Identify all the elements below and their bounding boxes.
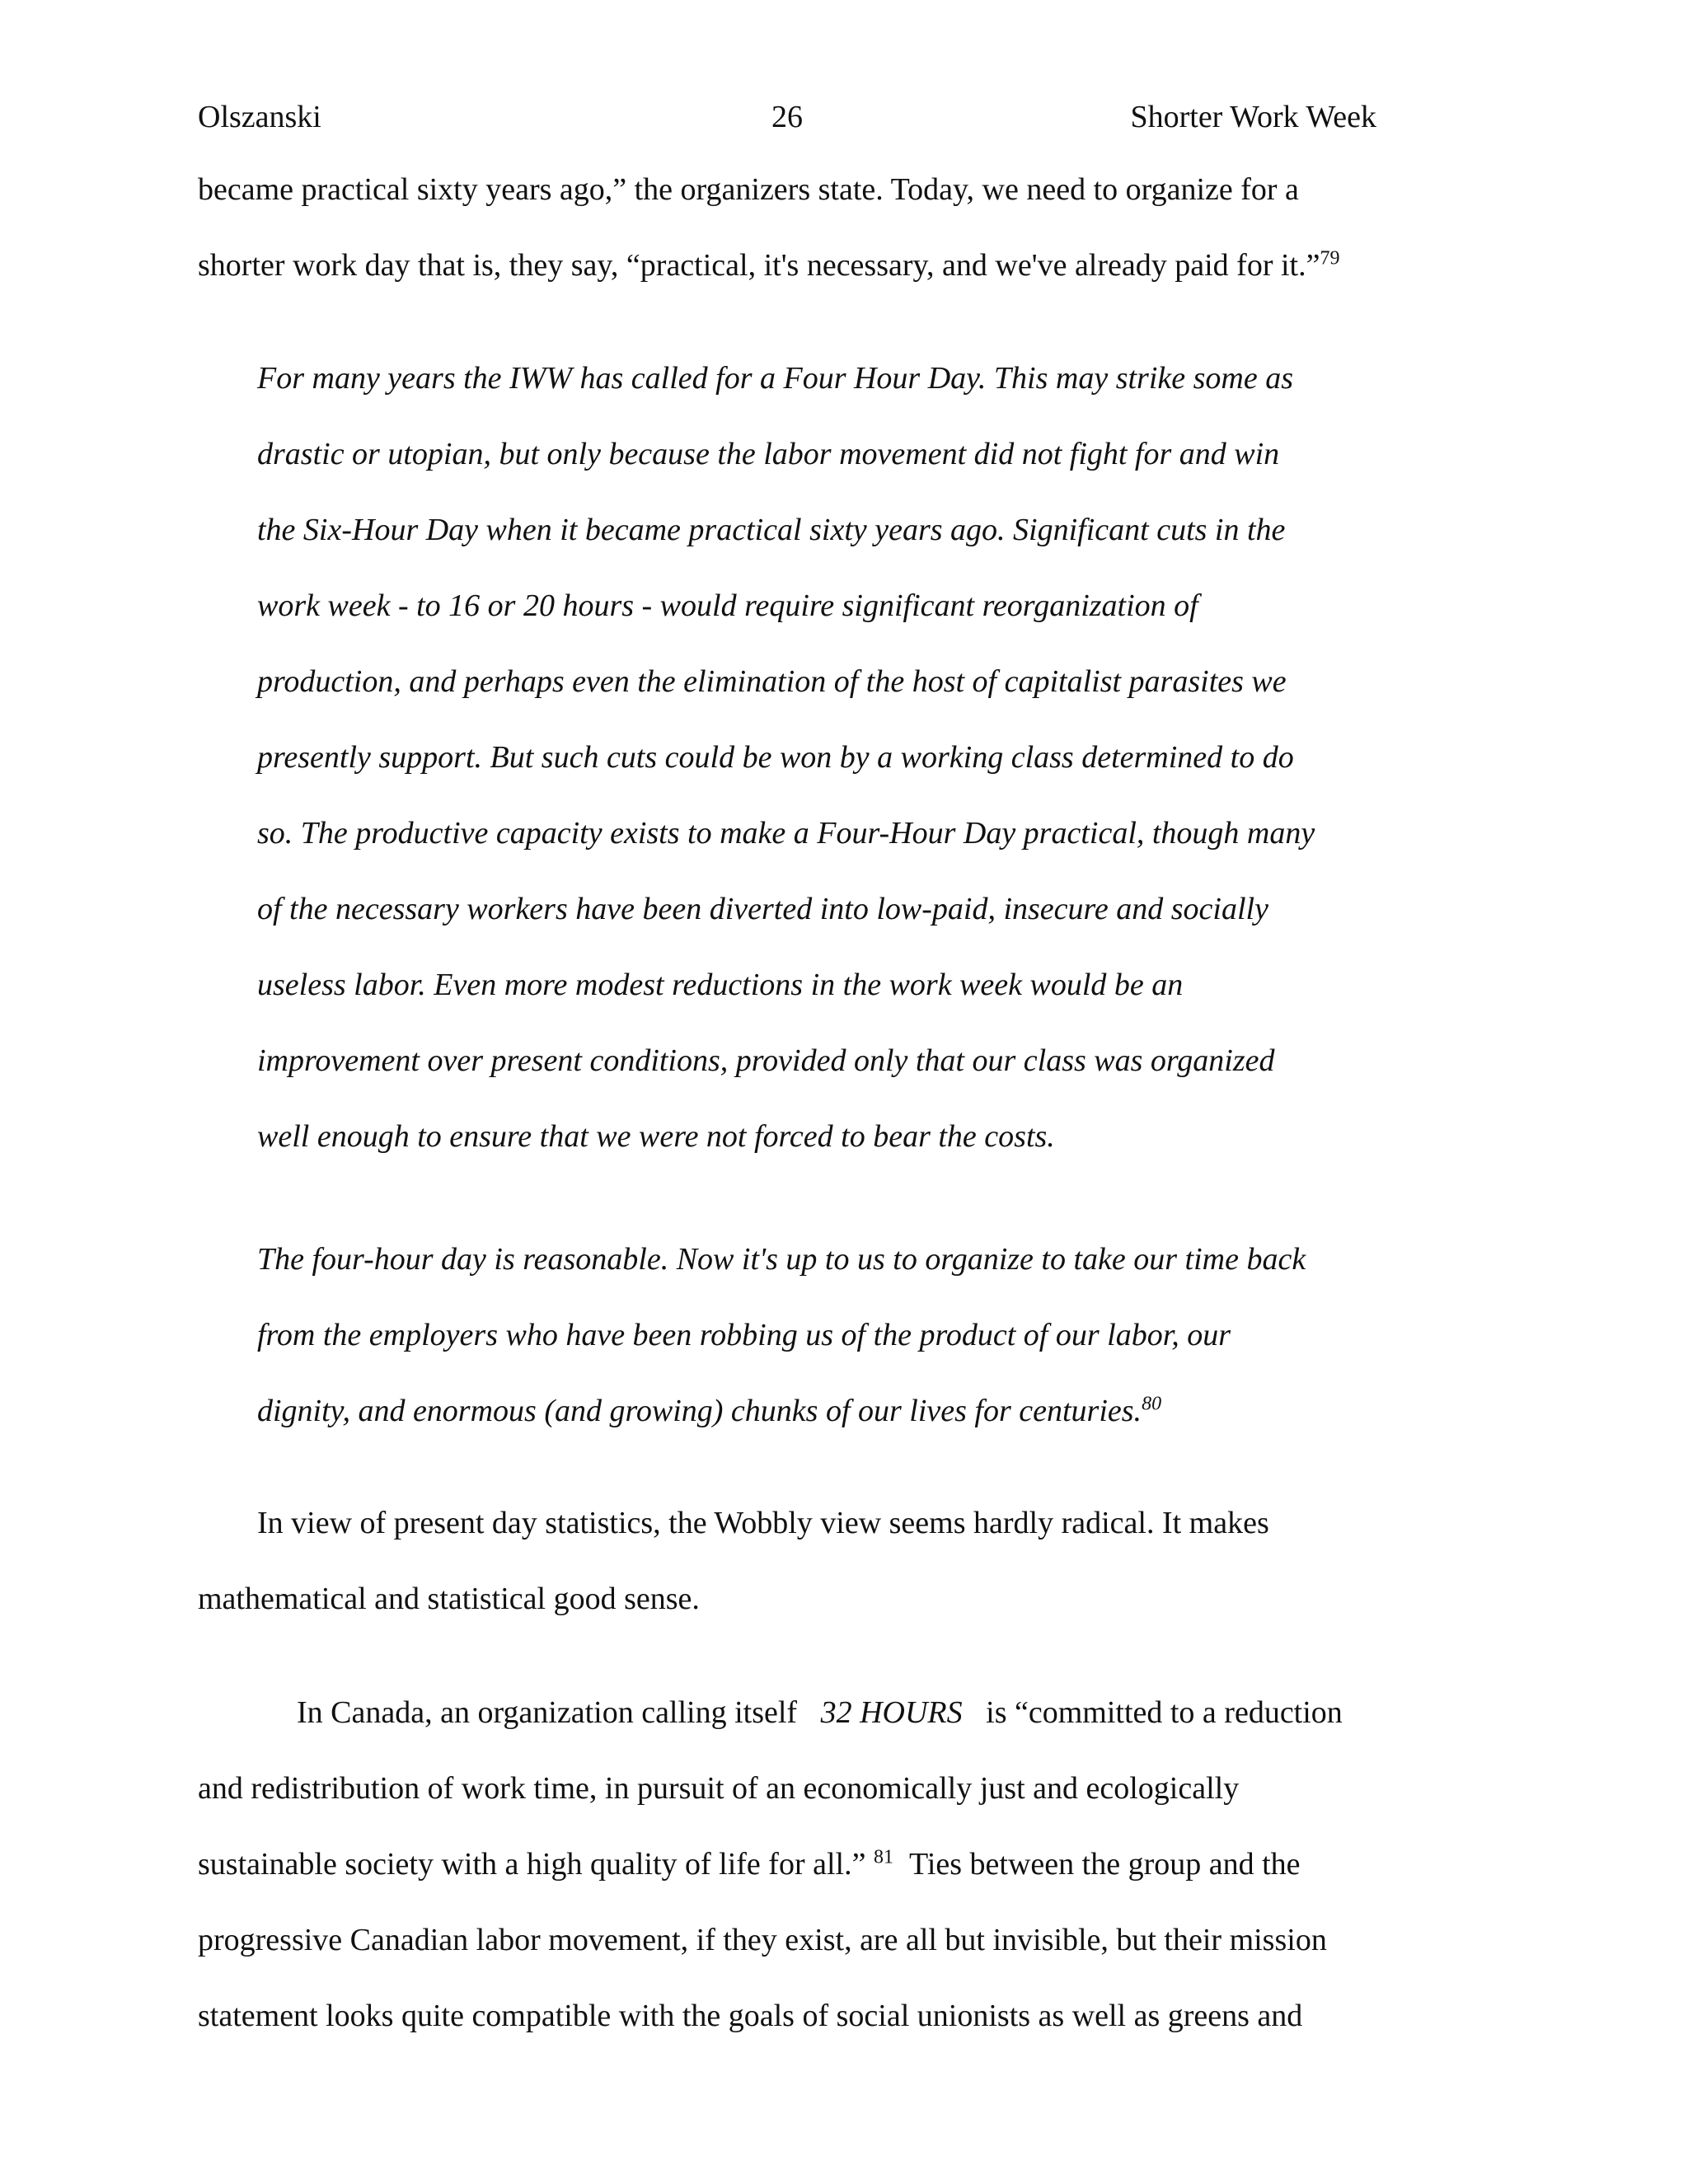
quote-p2-line: The four-hour day is reasonable. Now it's up to us to organize to take our time back xyxy=(257,1242,1306,1277)
footnote-ref-80: 80 xyxy=(1142,1393,1162,1415)
quote-p1-line: work week - to 16 or 20 hours - would require significant reorganization of xyxy=(257,588,1198,623)
quote-p1-line: well enough to ensure that we were not forced to bear the costs. xyxy=(257,1119,1055,1154)
quote-p1-line: of the necessary workers have been diverted into low-paid, insecure and socially xyxy=(257,892,1268,926)
page-header xyxy=(198,92,1376,142)
wobbly-line-1: In view of present day statistics, the Wobbly view seems hardly radical. It makes xyxy=(257,1506,1269,1540)
quote-p2-line-3: dignity, and enormous (and growing) chunks of our lives for centuries.$^{80}$ xyxy=(257,1393,1162,1428)
canada-line-3: sustainable society with a high quality of life for all.” $^{81}$ Ties between the group and the xyxy=(198,1846,1301,1882)
header-author: Olszanski xyxy=(198,100,321,134)
header-short-title: Shorter Work Week xyxy=(1130,100,1376,134)
quote-p1-line: presently support. But such cuts could be won by a working class determined to do xyxy=(257,740,1294,775)
canada-line-1: In Canada, an organization calling itself 32 HOURS is “committed to a reduction xyxy=(297,1695,1343,1730)
footnote-ref-81: 81 xyxy=(873,1846,893,1868)
quote-p1-line: improvement over present conditions, provided only that our class was organized xyxy=(257,1043,1275,1078)
footnote-ref-79: 79 xyxy=(1320,247,1340,269)
quote-p1-line: For many years the IWW has called for a Four Hour Day. This may strike some as xyxy=(257,361,1294,396)
header-page-number: 26 xyxy=(771,100,803,134)
org-name-32-hours: 32 HOURS xyxy=(820,1695,963,1730)
canada-line-5: statement looks quite compatible with the goals of social unionists as well as greens and xyxy=(198,1999,1303,2033)
intro-line-1: became practical sixty years ago,” the organizers state. Today, we need to organize for a xyxy=(198,172,1299,207)
wobbly-line-2: mathematical and statistical good sense. xyxy=(198,1582,700,1616)
quote-p1-line: useless labor. Even more modest reductions in the work week would be an xyxy=(257,968,1184,1002)
quote-p1-line: drastic or utopian, but only because the labor movement did not fight for and win xyxy=(257,437,1280,471)
intro-line-2: shorter work day that is, they say, “practical, it's necessary, and we've already paid for it.”$^{79}$ xyxy=(198,247,1340,283)
quote-p1-line: the Six-Hour Day when it became practical sixty years ago. Significant cuts in the xyxy=(257,513,1286,547)
canada-line-4: progressive Canadian labor movement, if they exist, are all but invisible, but their mission xyxy=(198,1923,1327,1957)
quote-p1-line: so. The productive capacity exists to make a Four-Hour Day practical, though many xyxy=(257,816,1315,851)
canada-line-2: and redistribution of work time, in pursuit of an economically just and ecologically xyxy=(198,1771,1240,1806)
quote-p1-line: production, and perhaps even the elimination of the host of capitalist parasites we xyxy=(257,664,1287,699)
quote-p2-line: from the employers who have been robbing us of the product of our labor, our xyxy=(257,1318,1231,1352)
